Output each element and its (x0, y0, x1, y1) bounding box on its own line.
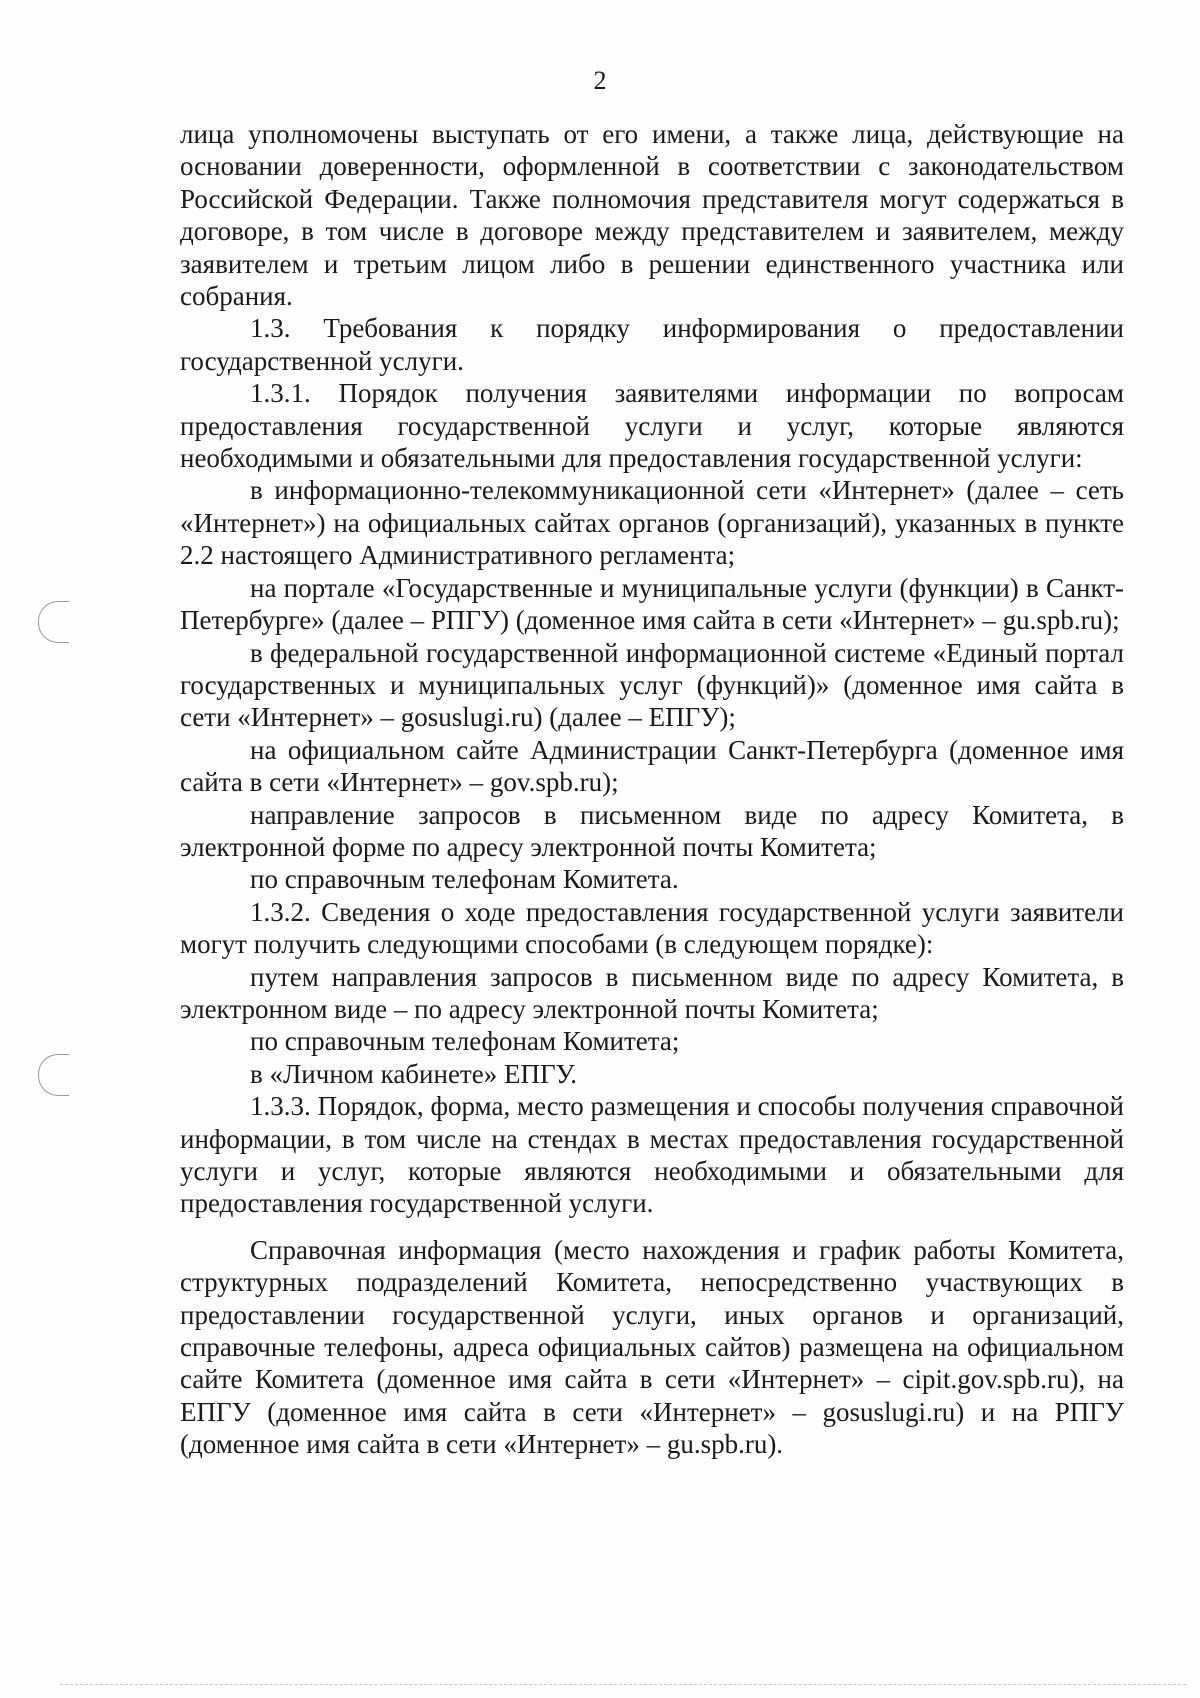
paragraph-administration-site: на официальном сайте Администрации Санкт-Петербурга (доменное имя сайта в сети «Интернет» – gov.spb.ru); (180, 734, 1124, 798)
scan-edge-line (60, 1684, 1186, 1685)
paragraph-section-1-3-2: 1.3.2. Сведения о ходе предоставления государственной услуги заявители могут получить следующими способами (в следующем порядке): (180, 896, 1124, 960)
punch-hole-mark (38, 601, 69, 643)
paragraph-phones: по справочным телефонам Комитета. (250, 864, 679, 895)
paragraph-written-requests: направление запросов в письменном виде по адресу Комитета, в электронной форме по адресу электронной почты Комитета; (180, 799, 1124, 862)
paragraph-epgu-portal: в федеральной государственной информационной системе «Единый портал государственных и муниципальных услуг (функций)» (доменное имя сайта в сети «Интернет» – gosuslugi.ru) (далее – ЕПГУ); (180, 637, 1124, 733)
paragraph-continuation: лица уполномочены выступать от его имени, а также лица, действующие на основании доверенности, оформленной в соответствии с законодательством Российской Федерации. Также полномочия представителя могут содержаться в договоре, в том числе в договоре между представителем и заявителем, между заявителем и третьим лицом либо в решении единственного участника или собрания. (180, 119, 1124, 312)
paragraph-personal-account: в «Личном кабинете» ЕПГУ. (250, 1058, 578, 1089)
page-number: 2 (593, 66, 607, 95)
document-body (180, 118, 1124, 1461)
paragraph-section-1-3: 1.3. Требования к порядку информирования о предоставлении государственной услуги. (180, 313, 1124, 376)
paragraph-rpgu-portal: на портале «Государственные и муниципальные услуги (функции) в Санкт-Петербурге» (далее – РПГУ) (доменное имя сайта в сети «Интернет» – gu.spb.ru); (180, 572, 1124, 636)
punch-hole-mark (38, 1054, 69, 1096)
paragraph-internet-sites: в информационно-телекоммуникационной сети «Интернет» (далее – сеть «Интернет») на официальных сайтах органов (организаций), указанных в пункте 2.2 настоящего Административного регламента; (180, 475, 1124, 571)
paragraph-reference-info: Справочная информация (место нахождения и график работы Комитета, структурных подразделений Комитета, непосредственно участвующих в предоставлении государственной услуги, иных органов и организаций, справочные телефоны, адреса официальных сайтов) размещена на официальном сайте Комитета (доменное имя сайта в сети «Интернет» – cipit.gov.spb.ru), на ЕПГУ (доменное имя сайта в сети «Интернет» – gosuslugi.ru) и на РПГУ (доменное имя сайта в сети «Интернет» – gu.spb.ru). (180, 1234, 1124, 1460)
paragraph-section-1-3-1: 1.3.1. Порядок получения заявителями информации по вопросам предоставления государственной услуги и услуг, которые являются необходимыми и обязательными для предоставления государственной услуги: (180, 378, 1124, 474)
paragraph-requests-by-mail: путем направления запросов в письменном виде по адресу Комитета, в электронном виде – по адресу электронной почты Комитета; (180, 961, 1124, 1024)
paragraph-phones-2: по справочным телефонам Комитета; (250, 1026, 680, 1057)
paragraph-section-1-3-3: 1.3.3. Порядок, форма, место размещения и способы получения справочной информации, в том числе на стендах в местах предоставления государственной услуги и услуг, которые являются необходимыми и обязательными для предоставления государственной услуги. (180, 1091, 1124, 1219)
